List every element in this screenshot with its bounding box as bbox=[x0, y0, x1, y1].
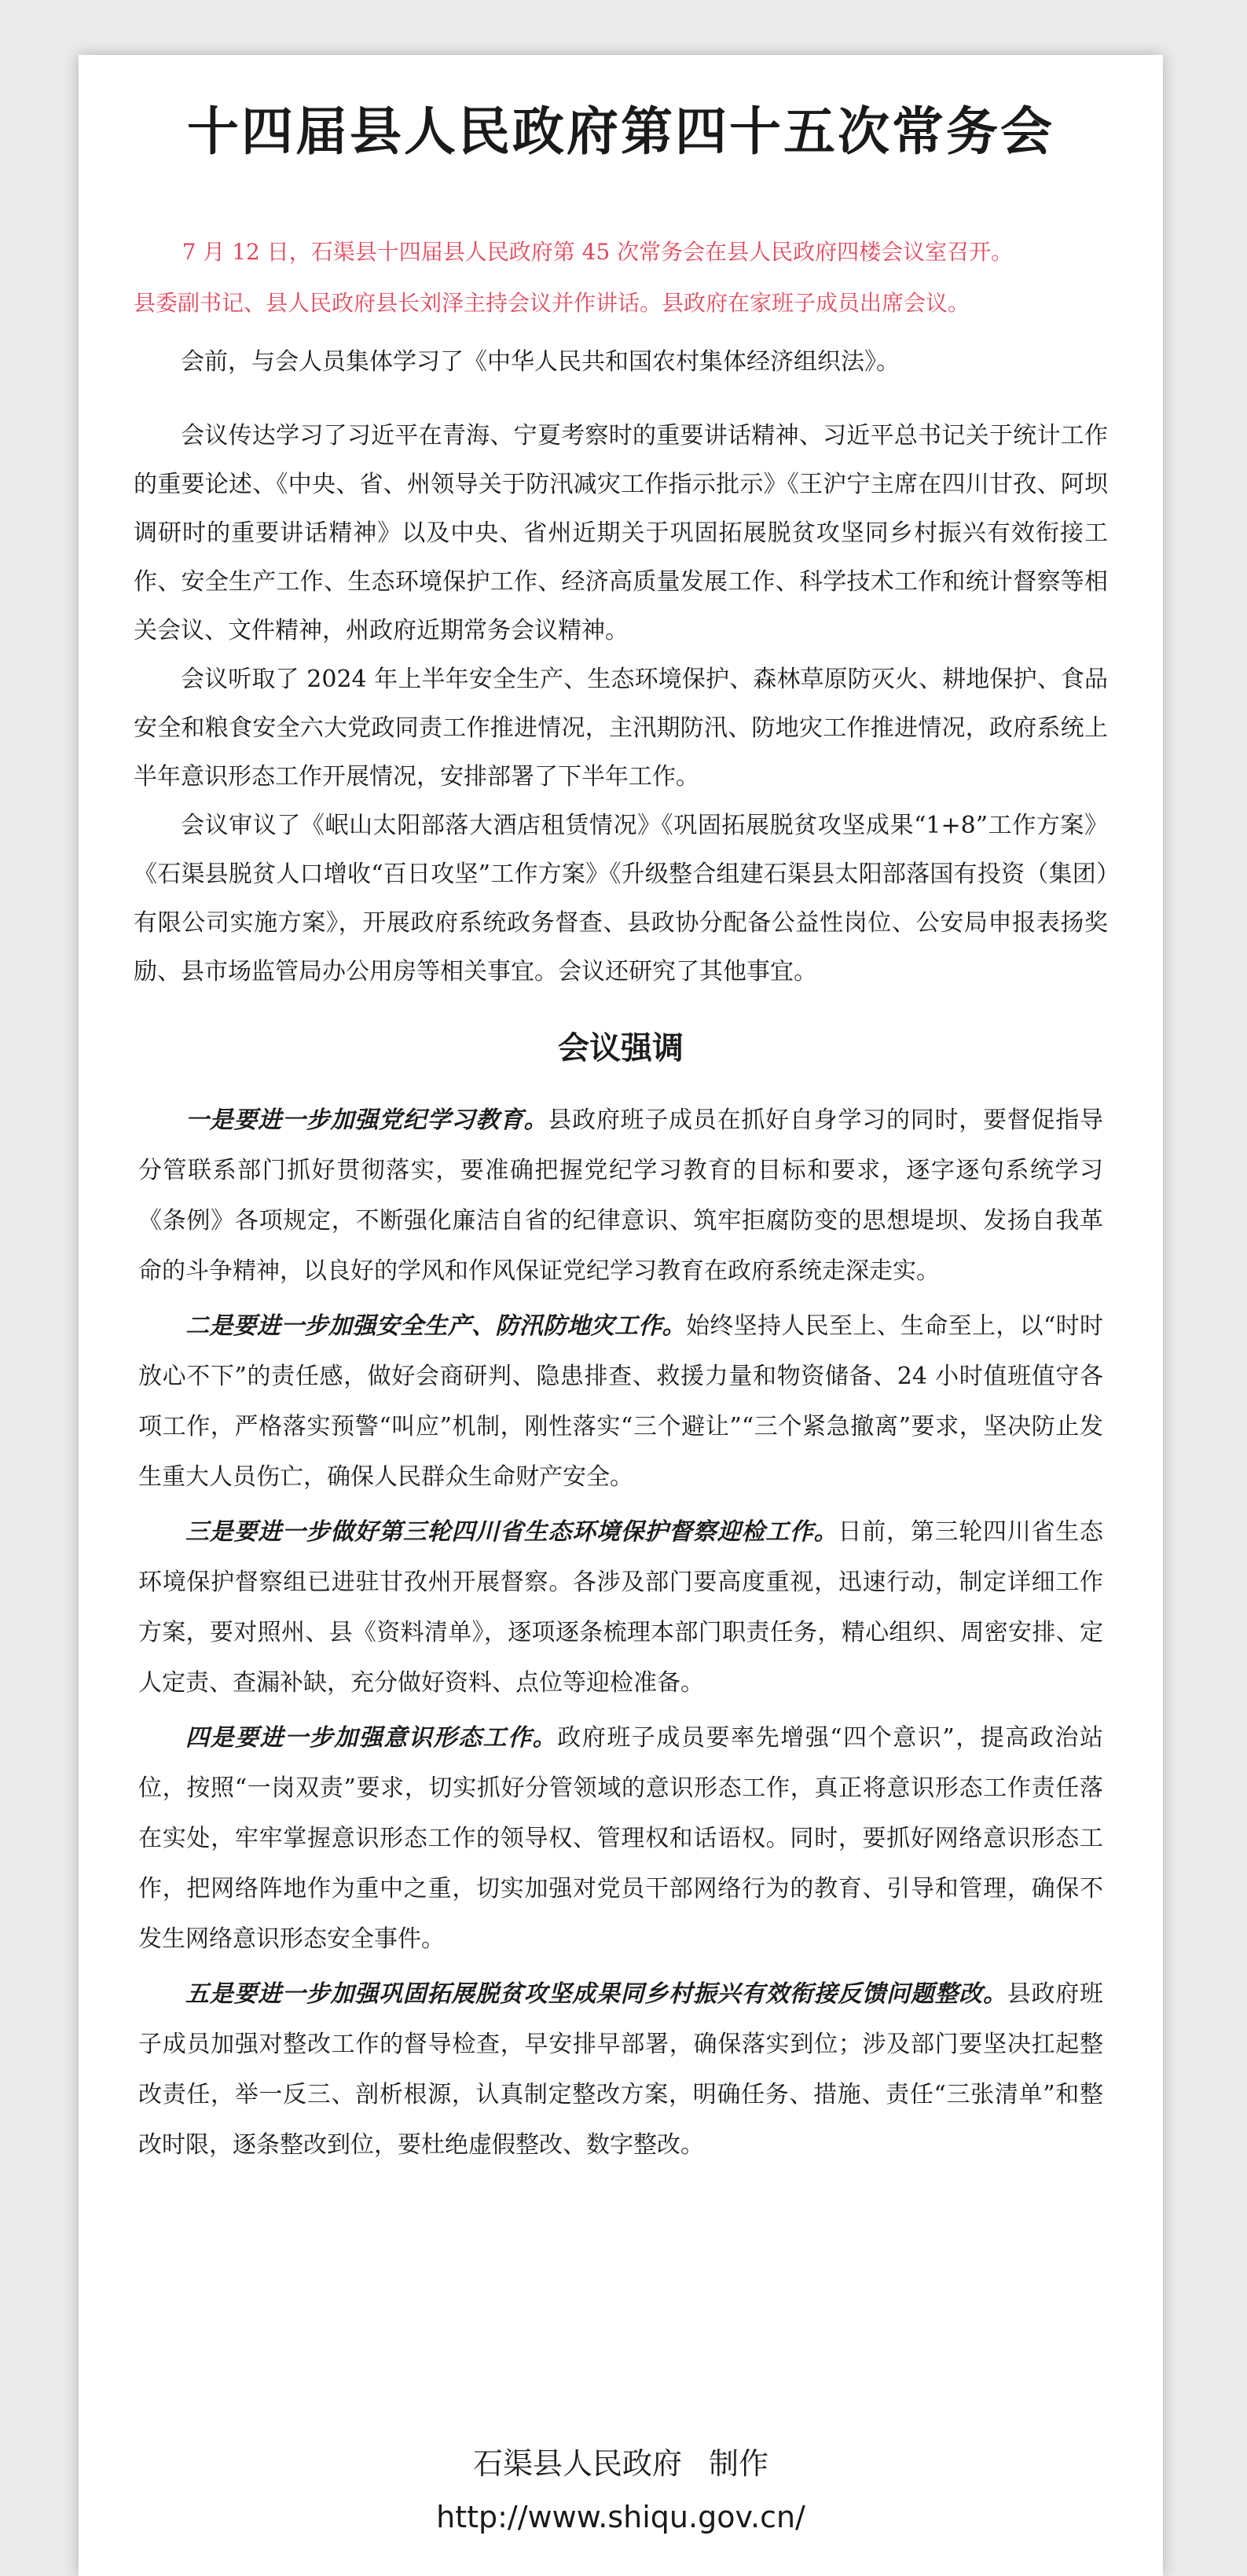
emphasis-item-2-lead: 二是要进一步加强安全生产、防汛防地灾工作。 bbox=[185, 1312, 686, 1340]
intro-line-2: 县委副书记、县人民政府县长刘泽主持会议并作讲话。县政府在家班子成员出席会议。 bbox=[134, 290, 970, 316]
emphasis-item-3-body: 日前，第三轮四川省生态环境保护督察组已进驻甘孜州开展督察。各涉及部门要高度重视，迅速行动，制定详细工作方案，要对照州、县《资料清单》，逐项逐条梳理本部门职责任务，精心组织、周密安排、定人定责、查漏补缺，充分做好资料、点位等迎检准备。 bbox=[138, 1518, 1104, 1697]
emphasis-item-3 bbox=[134, 1507, 1108, 1708]
footer-website-link[interactable]: http://www.shiqu.gov.cn/ bbox=[436, 2500, 805, 2534]
page-title: 十四届县人民政府第四十五次常务会 bbox=[187, 101, 1054, 162]
paragraph-heard-reports: 会议听取了 2024 年上半年安全生产、生态环境保护、森林草原防灭火、耕地保护、食品安全和粮食安全六大党政同责工作推进情况，主汛期防汛、防地灾工作推进情况，政府系统上半年意识形态工作开展情况，安排部署了下半年工作。 bbox=[134, 666, 1108, 791]
intro-line-1: 7 月 12 日，石渠县十四届县人民政府第 45 次常务会在县人民政府四楼会议室召开。 bbox=[182, 239, 1014, 265]
emphasis-item-1-body: 县政府班子成员在抓好自身学习的同时，要督促指导分管联系部门抓好贯彻落实，要准确把握党纪学习教育的目标和要求，逐字逐句系统学习《条例》各项规定，不断强化廉洁自省的纪律意识、筑牢拒腐防变的思想堤坝、发扬自我革命的斗争精神，以良好的学风和作风保证党纪学习教育在政府系统走深走实。 bbox=[138, 1106, 1104, 1285]
emphasis-item-1 bbox=[134, 1095, 1108, 1297]
emphasis-item-3-lead: 三是要进一步做好第三轮四川省生态环境保护督察迎检工作。 bbox=[185, 1518, 838, 1546]
emphasis-item-5 bbox=[134, 1969, 1108, 2171]
article-body bbox=[134, 55, 1108, 2171]
emphasis-item-5-lead: 五是要进一步加强巩固拓展脱贫攻坚成果同乡村振兴有效衔接反馈问题整改。 bbox=[185, 1980, 1007, 2008]
emphasis-item-4-lead: 四是要进一步加强意识形态工作。 bbox=[185, 1724, 558, 1752]
emphasis-item-1-lead: 一是要进一步加强党纪学习教育。 bbox=[185, 1106, 548, 1134]
section-heading-emphasis: 会议强调 bbox=[558, 1030, 684, 1066]
emphasis-item-2 bbox=[134, 1301, 1108, 1503]
footer-publisher: 石渠县人民政府 制作 bbox=[472, 2446, 769, 2481]
document-page bbox=[79, 55, 1163, 2576]
emphasis-item-4-body: 政府班子成员要率先增强“四个意识”，提高政治站位，按照“一岗双责”要求，切实抓好分管领域的意识形态工作，真正将意识形态工作责任落在实处，牢牢掌握意识形态工作的领导权、管理权和话语权。同时，要抓好网络意识形态工作，把网络阵地作为重中之重，切实加强对党员干部网络行为的教育、引导和管理，确保不发生网络意识形态安全事件。 bbox=[138, 1724, 1103, 1953]
paragraph-pre-meeting-study: 会前，与会人员集体学习了《中华人民共和国农村集体经济组织法》。 bbox=[181, 348, 900, 376]
paragraph-reviewed-items: 会议审议了《岷山太阳部落大酒店租赁情况》《巩固拓展脱贫攻坚成果“1+8”工作方案》《石渠县脱贫人口增收“百日攻坚”工作方案》《升级整合组建石渠县太阳部落国有投资（集团）有限公司实施方案》，开展政府系统政务督查、县政协分配备公益性岗位、公安局申报表扬奖励、县市场监管局办公用房等相关事宜。会议还研究了其他事宜。 bbox=[134, 812, 1108, 985]
page-footer bbox=[79, 2440, 1163, 2541]
emphasis-item-5-body: 县政府班子成员加强对整改工作的督导检查，早安排早部署，确保落实到位；涉及部门要坚决扛起整改责任，举一反三、剖析根源，认真制定整改方案，明确任务、措施、责任“三张清单”和整改时限，逐条整改到位，要杜绝虚假整改、数字整改。 bbox=[138, 1980, 1104, 2159]
paragraph-transmitted-spirit: 会议传达学习了习近平在青海、宁夏考察时的重要讲话精神、习近平总书记关于统计工作的重要论述、《中央、省、州领导关于防汛减灾工作指示批示》《王沪宁主席在四川甘孜、阿坝调研时的重要讲话精神》以及中央、省州近期关于巩固拓展脱贫攻坚同乡村振兴有效衔接工作、安全生产工作、生态环境保护工作、经济高质量发展工作、科学技术工作和统计督察等相关会议、文件精神，州政府近期常务会议精神。 bbox=[134, 422, 1108, 644]
emphasis-item-2-body: 始终坚持人民至上、生命至上，以“时时放心不下”的责任感，做好会商研判、隐患排查、救援力量和物资储备、24 小时值班值守各项工作，严格落实预警“叫应”机制，刚性落实“三个避让”“三个紧急撤离”要求，坚决防止发生重大人员伤亡，确保人民群众生命财产安全。 bbox=[138, 1312, 1103, 1491]
emphasis-item-4 bbox=[134, 1713, 1108, 1965]
